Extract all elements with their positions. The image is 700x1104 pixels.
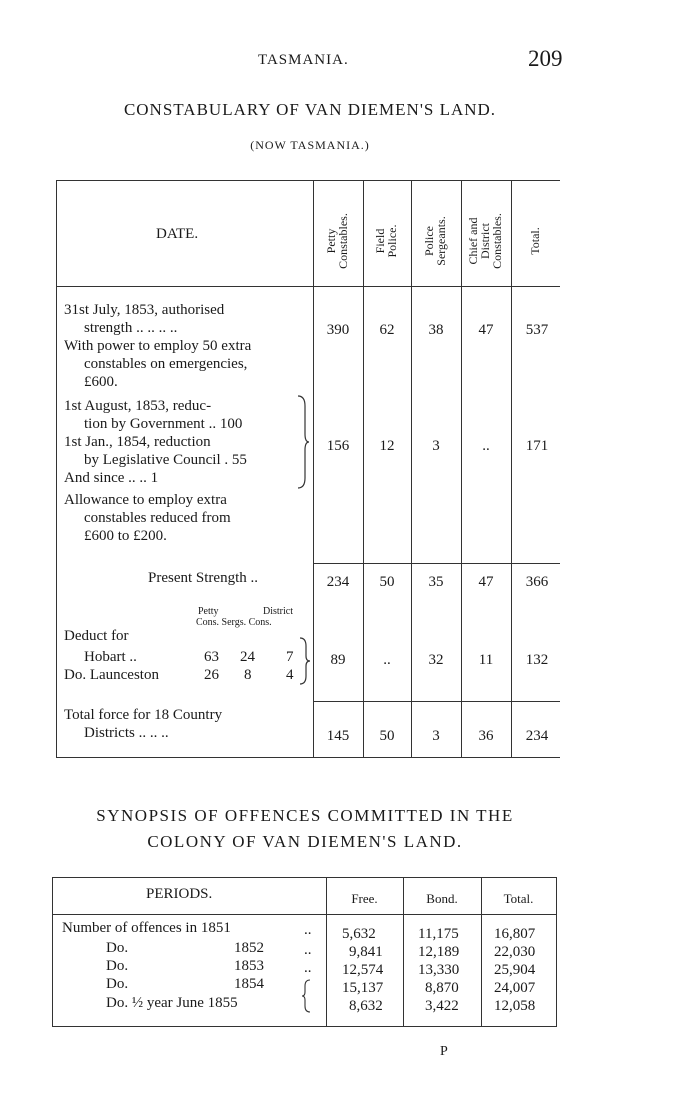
col-header-date: DATE. — [156, 226, 199, 242]
synopsis-title-line2: COLONY OF VAN DIEMEN'S LAND. — [147, 832, 463, 851]
col-header-petty: Petty Constables. — [324, 213, 350, 269]
col-header-total: Total. — [528, 227, 542, 255]
signature-mark: P — [440, 1044, 448, 1059]
running-title: TASMANIA. — [258, 52, 349, 68]
synopsis-header-periods: PERIODS. — [146, 886, 213, 902]
synopsis-header-free: Free. — [351, 891, 378, 906]
brace-icon — [300, 978, 312, 1014]
col-header-chief: Chief and District Constables. — [466, 213, 504, 269]
synopsis-header-bond: Bond. — [426, 891, 458, 906]
constabulary-title: CONSTABULARY OF VAN DIEMEN'S LAND. — [123, 100, 497, 119]
col-header-field: Field Police. — [373, 224, 399, 258]
constabulary-subtitle: (NOW TASMANIA.) — [250, 138, 370, 152]
brace-icon — [296, 394, 310, 490]
brace-icon — [298, 636, 312, 686]
page-number: 209 — [528, 46, 563, 71]
col-header-sergeants: Police Sergeants. — [422, 216, 448, 266]
synopsis-title-line1: SYNOPSIS OF OFFENCES COMMITTED IN THE — [96, 806, 514, 825]
synopsis-header-total: Total. — [503, 891, 534, 906]
